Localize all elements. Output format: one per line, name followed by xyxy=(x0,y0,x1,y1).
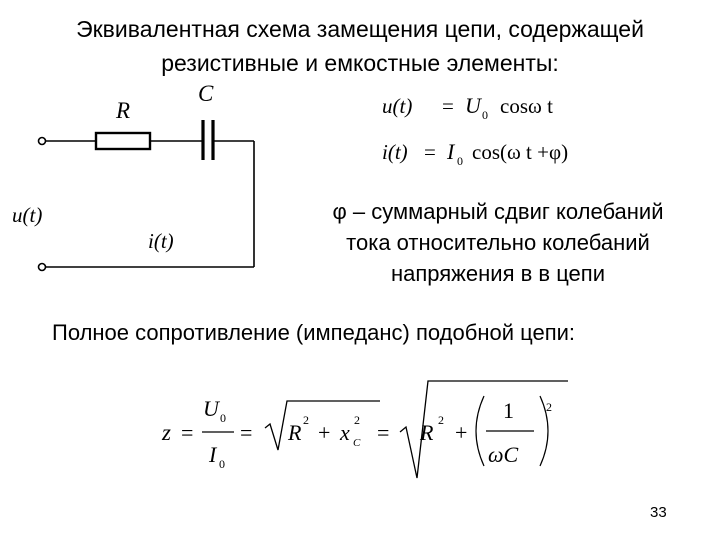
svg-text:=: = xyxy=(442,94,454,118)
svg-text:+: + xyxy=(455,420,468,445)
voltage-label: u(t) xyxy=(12,203,43,227)
svg-text:I: I xyxy=(209,442,217,467)
top-terminal xyxy=(39,138,46,145)
page-number: 33 xyxy=(650,504,667,521)
svg-text:0: 0 xyxy=(220,411,226,425)
phase-shift-note xyxy=(292,196,704,289)
paren-left xyxy=(476,396,484,466)
current-label: i(t) xyxy=(148,229,174,253)
capacitor-label: C xyxy=(198,81,214,106)
svg-text:cosω t: cosω t xyxy=(500,94,553,118)
svg-text:=: = xyxy=(240,420,253,445)
svg-text:0: 0 xyxy=(457,154,463,168)
svg-text:0: 0 xyxy=(482,108,488,122)
svg-text:=: = xyxy=(181,420,194,445)
impedance-formula xyxy=(161,381,568,478)
svg-text:2: 2 xyxy=(546,400,552,414)
impedance-heading: Полное сопротивление (импеданс) подобной цепи: xyxy=(52,320,576,345)
svg-text:1: 1 xyxy=(503,398,514,423)
svg-text:ωC: ωC xyxy=(488,442,519,467)
svg-text:z: z xyxy=(162,420,171,445)
resistor xyxy=(96,133,150,149)
note-line-2: тока относительно колебаний xyxy=(346,230,650,255)
note-line-3: напряжения в в цепи xyxy=(390,261,605,286)
title-line-2: резистивные и емкостные элементы: xyxy=(161,50,559,76)
svg-text:=: = xyxy=(424,140,436,164)
svg-text:2: 2 xyxy=(303,413,309,427)
bottom-terminal xyxy=(39,264,46,271)
svg-text:u(t): u(t) xyxy=(382,94,413,118)
svg-text:=: = xyxy=(377,420,390,445)
svg-text:cos(ω t +φ): cos(ω t +φ) xyxy=(472,140,569,164)
svg-text:I: I xyxy=(447,139,455,164)
voltage-formula xyxy=(382,93,553,122)
svg-text:R: R xyxy=(288,420,302,445)
svg-text:i(t): i(t) xyxy=(382,140,408,164)
svg-text:0: 0 xyxy=(219,457,225,471)
svg-text:+: + xyxy=(318,420,331,445)
svg-text:2: 2 xyxy=(438,413,444,427)
svg-text:C: C xyxy=(353,437,361,449)
note-line-1: φ – суммарный сдвиг колебаний xyxy=(332,199,664,224)
svg-text:U: U xyxy=(465,93,481,118)
svg-text:R: R xyxy=(420,420,434,445)
title-line-1: Эквивалентная схема замещения цепи, содержащей xyxy=(76,16,644,42)
svg-text:2: 2 xyxy=(354,413,360,427)
resistor-label: R xyxy=(116,98,131,123)
svg-text:x: x xyxy=(340,420,350,445)
current-formula xyxy=(382,139,568,168)
svg-text:U: U xyxy=(203,396,219,421)
